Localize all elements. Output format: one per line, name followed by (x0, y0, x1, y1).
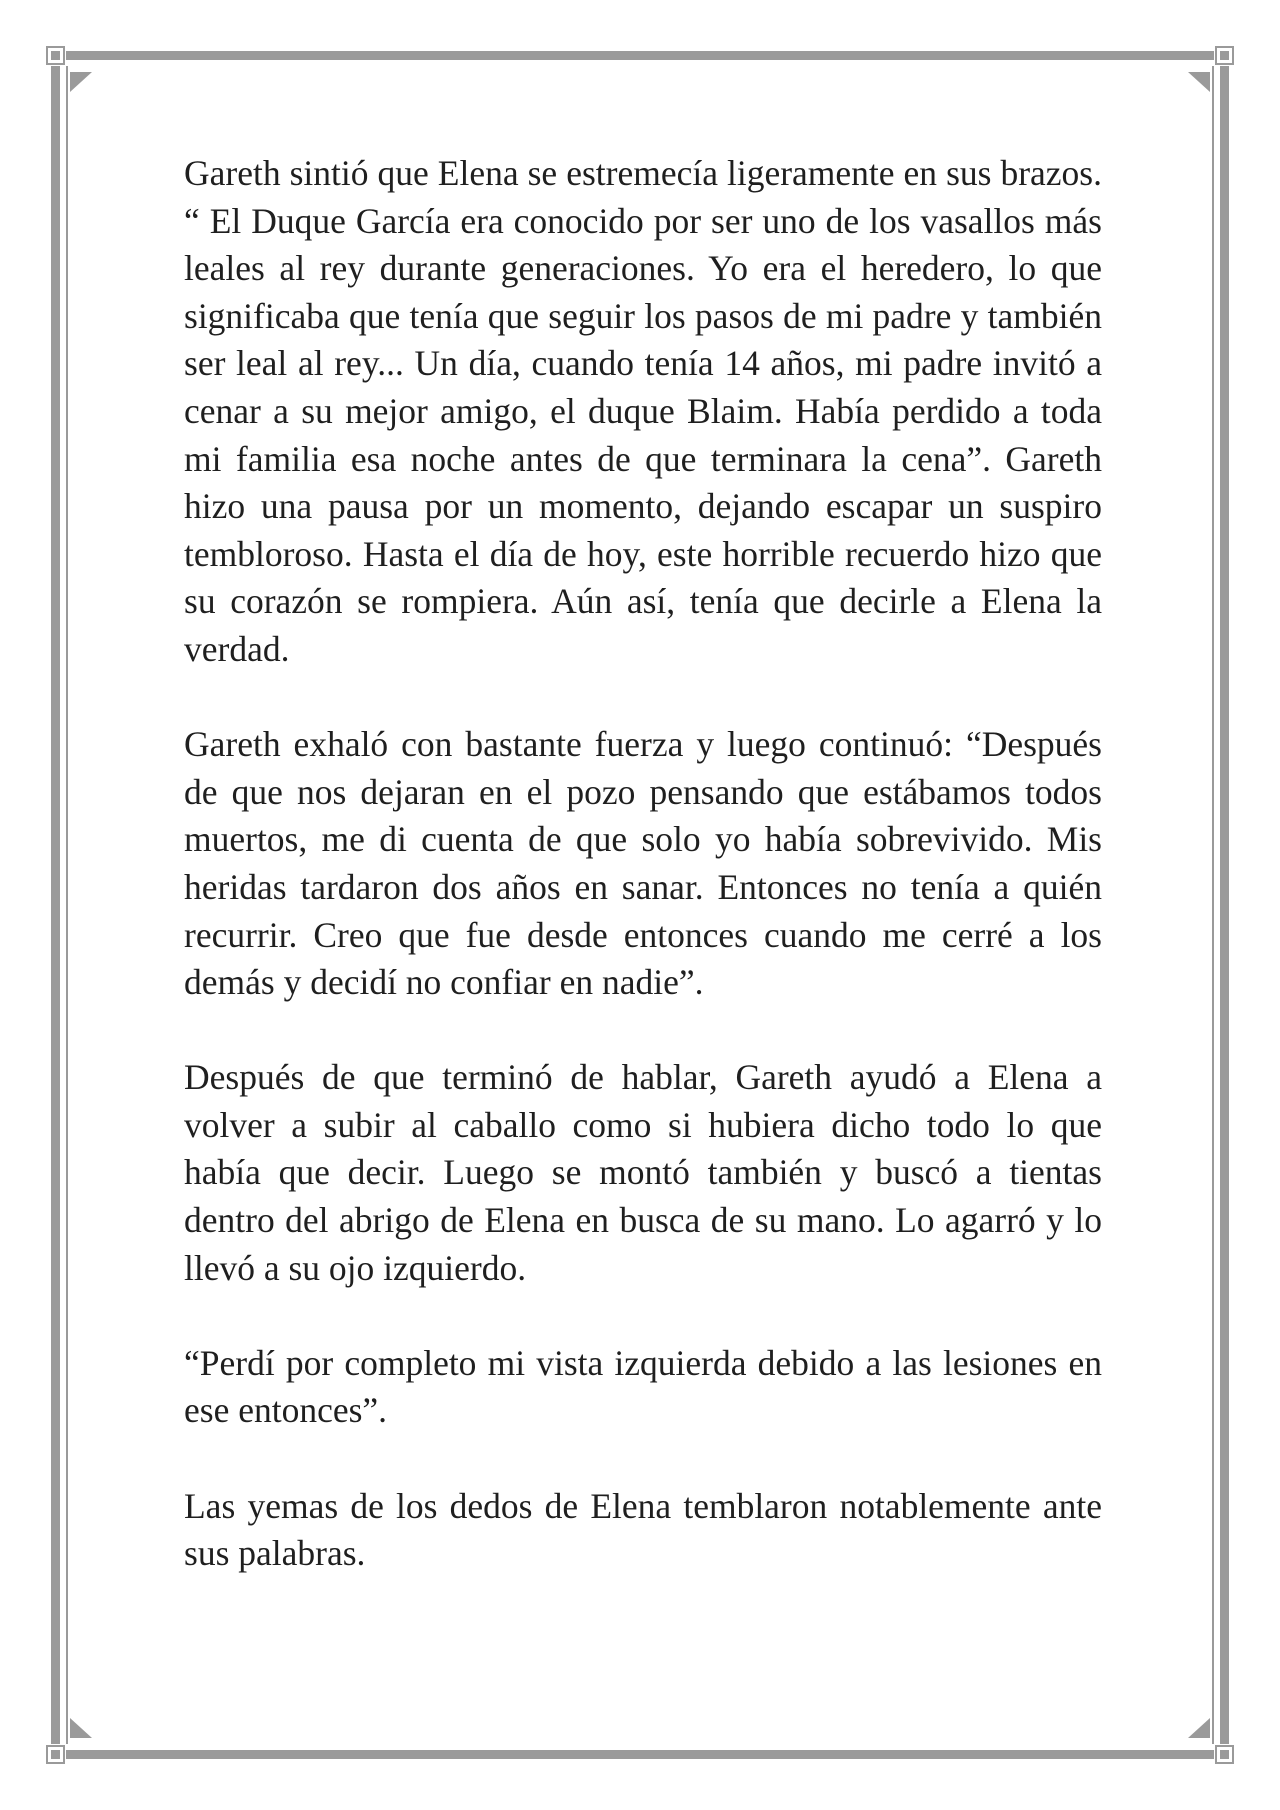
frame-left-bar (51, 66, 60, 1744)
page-body-text (184, 150, 1102, 1578)
frame-right-inner-line (1212, 66, 1214, 1744)
frame-right-bar (1220, 66, 1229, 1744)
paragraph: “Perdí por completo mi vista izquierda debido a las lesiones en ese entonces”. (184, 1342, 1102, 1431)
paragraph: Gareth sintió que Elena se estremecía ligeramente en sus brazos. “ El Duque García era conocido por ser uno de los vasallos más leales al rey durante generaciones. Yo era el heredero, lo que significaba que tenía que seguir los pasos de mi padre y también ser leal al rey... Un día, cuando tenía 14 años, mi padre invitó a cenar a su mejor amigo, el duque Blaim. Había perdido a toda mi familia esa noche antes de que terminara la cena”. Gareth hizo una pausa por un momento, dejando escapar un suspiro tembloroso. Hasta el día de hoy, este horrible recuerdo hizo que su corazón se rompiera. Aún así, tenía que decirle a Elena la verdad. (184, 153, 1102, 669)
paragraph: Gareth exhaló con bastante fuerza y luego continuó: “Después de que nos dejaran en el pozo pensando que estábamos todos muertos, me di cuenta de que solo yo había sobrevivido. Mis heridas tardaron dos años en sanar. Entonces no tenía a quién recurrir. Creo que fue desde entonces cuando me cerré a los demás y decidí no confiar en nadie”. (184, 724, 1102, 1003)
frame-top-bar (66, 51, 1214, 60)
frame-bottom-bar (66, 1750, 1214, 1759)
frame-left-inner-line (66, 66, 68, 1744)
paragraph: Después de que terminó de hablar, Gareth ayudó a Elena a volver a subir al caballo como si hubiera dicho todo lo que había que decir. Luego se montó también y buscó a tientas dentro del abrigo de Elena en busca de su mano. Lo agarró y lo llevó a su ojo izquierdo. (184, 1057, 1102, 1288)
paragraph: Las yemas de los dedos de Elena temblaron notablemente ante sus palabras. (184, 1485, 1102, 1574)
